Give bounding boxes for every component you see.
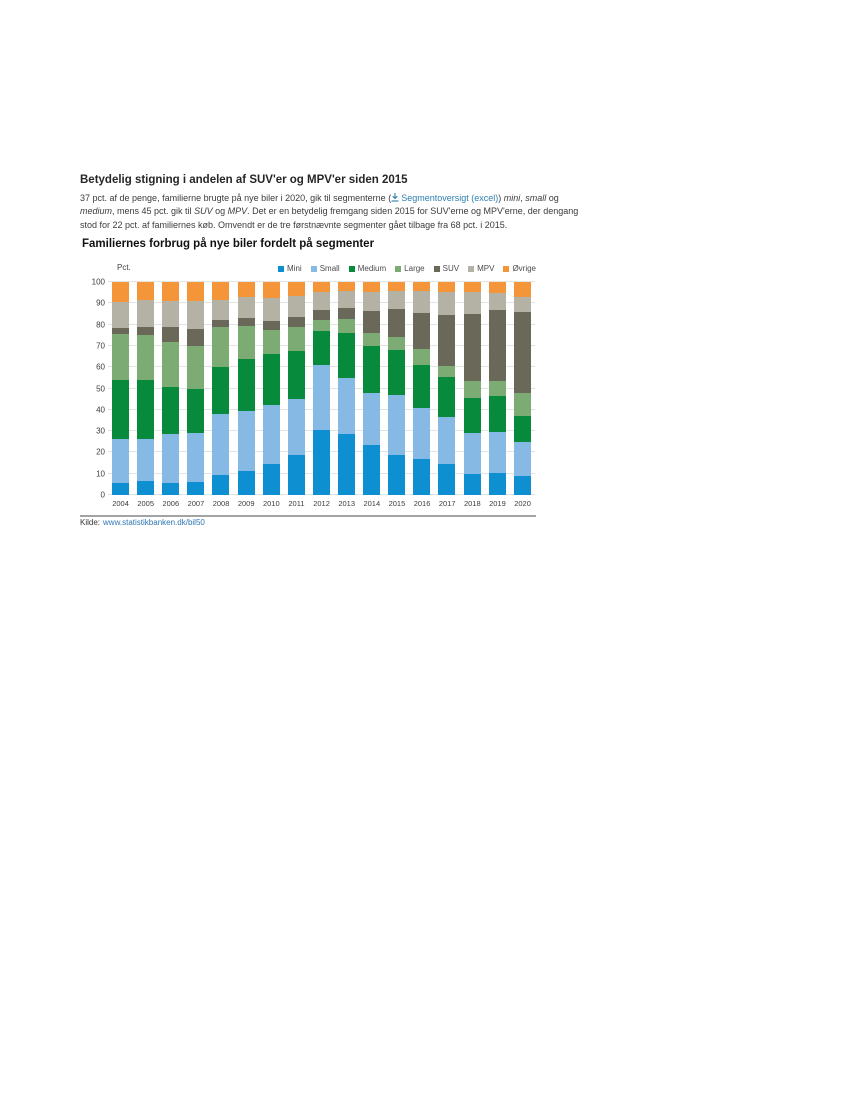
chart-title: Familiernes forbrug på nye biler fordelt på segmenter [82,238,375,250]
segment-large [137,335,154,380]
segment-small [413,408,430,459]
segment-mini [438,464,455,495]
legend-item-small [311,264,340,273]
x-tick-label-2013: 2013 [338,499,356,508]
segment-medium [187,389,204,434]
segment-large [388,337,405,350]
legend-swatch-small [311,266,317,272]
bar-2011 [288,282,305,495]
paragraph-text: og [212,206,228,217]
source-line [80,518,205,527]
y-tick-label-70: 70 [96,341,105,351]
segment-mini [313,430,330,495]
segment-mini [514,476,531,495]
segment-suv [238,318,255,325]
segment-mini [238,471,255,495]
italic-term: small [525,193,547,203]
segment-mpv [514,297,531,312]
bar-2004 [112,282,129,495]
segment-suv [464,314,481,381]
bar-2018 [464,282,481,495]
segment-suv [438,315,455,366]
legend-swatch-mini [278,266,284,272]
segment-mpv [137,300,154,327]
bar-2009 [238,282,255,495]
source-link[interactable]: www.statistikbanken.dk/bil50 [103,518,205,527]
segment-medium [238,359,255,411]
segment-mpv [238,297,255,318]
x-tick-label-2015: 2015 [388,499,406,508]
segment-mini [187,482,204,495]
segment-vrige [413,282,430,291]
segment-large [413,349,430,365]
y-tick-label-0: 0 [100,490,105,500]
segment-medium [288,351,305,399]
segment-large [187,346,204,389]
segment-large [438,366,455,377]
x-tick-label-2005: 2005 [137,499,155,508]
segment-medium [489,396,506,432]
segment-large [162,342,179,388]
x-tick-label-2016: 2016 [413,499,431,508]
bar-2017 [438,282,455,495]
legend-item-mini [278,264,302,273]
segment-large [489,381,506,396]
y-tick-label-30: 30 [96,426,105,436]
x-tick-label-2007: 2007 [187,499,205,508]
segment-medium [338,333,355,378]
bar-2008 [212,282,229,495]
segment-mpv [338,291,355,308]
segment-mpv [212,300,229,320]
segment-small [212,414,229,475]
segment-mini [263,464,280,495]
y-tick-label-60: 60 [96,362,105,372]
segment-mini [288,455,305,495]
segment-mini [363,445,380,495]
segment-vrige [112,282,129,302]
bar-2012 [313,282,330,495]
segment-small [288,399,305,454]
segment-mini [413,459,430,495]
segment-vrige [313,282,330,292]
segment-large [238,326,255,359]
source-label: Kilde: [80,518,101,527]
segment-mpv [438,292,455,315]
x-tick-label-2019: 2019 [489,499,506,508]
segment-small [263,405,280,465]
legend-item-mpv [468,264,494,273]
y-axis-labels [80,277,105,500]
segment-suv [313,310,330,321]
bar-2010 [263,282,280,495]
y-axis-unit-label: Pct. [117,263,131,272]
bar-2005 [137,282,154,495]
bar-2006 [162,282,179,495]
segment-large [112,334,129,380]
segment-large [212,327,229,367]
x-tick-label-2009: 2009 [237,499,255,508]
italic-term: MPV [227,206,248,217]
legend-label: SUV [442,264,460,273]
segment-mpv [464,292,481,314]
segment-small [438,417,455,464]
segment-small [112,439,129,484]
x-tick-label-2014: 2014 [363,499,381,508]
x-tick-label-2008: 2008 [212,499,230,508]
segment-vrige [363,282,380,292]
segment-mpv [288,296,305,317]
page-title: Betydelig stigning i andelen af SUV'er og MPV'er siden 2015 [80,174,408,186]
segment-medium [438,377,455,417]
legend-item-vrige [503,264,536,273]
segment-large [288,327,305,351]
bar-2007 [187,282,204,495]
bar-2020 [514,282,531,495]
paragraph-text: . Det er en betydelig fremgang siden 2015 for SUV'erne og MPV'erne, der dengang stod for 22 pct. af familiernes køb. Omvendt er de tre førstnævnte segmenter gået tilbage fra 68 pct. i 2015. [80,206,579,230]
segment-vrige [388,282,405,291]
segment-mpv [313,292,330,310]
segment-medium [112,380,129,439]
legend-label: Medium [357,264,387,273]
segment-medium [263,354,280,404]
legend-swatch-medium [349,266,355,272]
segment-small [137,439,154,482]
segment-small [363,393,380,445]
segment-vrige [162,282,179,301]
segment-mpv [112,302,129,328]
segment-mini [162,483,179,495]
segment-suv [514,312,531,393]
bar-2019 [489,282,506,495]
segment-mpv [263,298,280,321]
segment-vrige [212,282,229,300]
segment-vrige [137,282,154,300]
segment-mini [112,483,129,495]
paragraph-text: 37 pct. af de penge, familierne brugte på nye biler i 2020, gik til segmenterne ( [80,193,392,203]
segment-mini [338,434,355,495]
segment-large [514,393,531,416]
x-tick-label-2004: 2004 [112,499,129,508]
segment-mpv [388,291,405,309]
legend-item-large [395,264,424,273]
segment-vrige [263,282,280,298]
download-icon [391,193,399,202]
x-axis-labels [108,499,535,508]
segment-small [514,442,531,476]
segment-mpv [363,292,380,311]
legend-swatch-large [395,266,401,272]
legend-item-suv [434,264,459,273]
legend-label: MPV [477,264,495,273]
chart-bottom-rule [80,515,536,517]
y-tick-label-20: 20 [96,447,105,457]
segment-medium [137,380,154,439]
segment-mpv [162,301,179,327]
segment-suv [263,321,280,330]
bar-2016 [413,282,430,495]
segment-medium [313,331,330,365]
segment-vrige [438,282,455,292]
y-tick-label-80: 80 [96,320,105,330]
segment-large [338,319,355,333]
segment-mpv [413,291,430,313]
segment-suv [162,327,179,342]
y-tick-label-40: 40 [96,405,105,415]
segment-mini [212,475,229,495]
segment-small [162,434,179,483]
segment-mini [489,473,506,495]
plot-area [108,282,535,495]
bar-2014 [363,282,380,495]
x-tick-label-2018: 2018 [463,499,481,508]
segment-small [238,411,255,471]
segment-large [313,320,330,331]
segment-small [338,378,355,434]
y-tick-label-10: 10 [96,469,105,479]
segment-medium [388,350,405,395]
segment-mini [137,481,154,495]
bar-2015 [388,282,405,495]
legend-label: Large [404,264,425,273]
bar-2013 [338,282,355,495]
segmentoversigt-excel-link[interactable]: Segmentoversigt (excel) [391,193,498,203]
segment-mpv [187,301,204,329]
x-tick-label-2020: 2020 [514,499,531,508]
segment-chart [80,238,536,532]
segment-suv [489,310,506,381]
segment-vrige [464,282,481,292]
segment-small [187,433,204,482]
x-tick-label-2010: 2010 [262,499,280,508]
segment-suv [413,313,430,349]
segment-suv [187,329,204,346]
segment-mini [464,474,481,495]
segment-medium [162,387,179,434]
segment-suv [288,317,305,327]
italic-term: SUV [194,206,213,217]
segment-vrige [238,282,255,297]
segment-small [313,365,330,430]
paragraph-text: , mens 45 pct. gik til [112,206,195,217]
paragraph-text: og [546,193,559,203]
chart-legend [278,264,536,273]
segment-mpv [489,293,506,310]
y-tick-label-100: 100 [91,277,105,287]
segment-suv [137,327,154,336]
segment-vrige [514,282,531,297]
paragraph-text: , [520,193,526,203]
intro-paragraph [80,192,588,232]
bars-container [108,282,535,495]
y-tick-label-50: 50 [96,384,105,393]
segment-vrige [489,282,506,293]
segment-vrige [288,282,305,296]
x-tick-label-2017: 2017 [438,499,456,508]
legend-label: Mini [287,264,302,273]
segment-large [263,330,280,354]
italic-term: mini [503,193,521,203]
segment-medium [413,365,430,408]
segment-small [489,432,506,472]
segment-small [464,433,481,473]
legend-label: Small [319,264,340,273]
segment-medium [464,398,481,433]
legend-swatch-suv [434,266,440,272]
segment-suv [363,311,380,333]
segment-mini [388,455,405,495]
x-tick-label-2011: 2011 [288,499,305,508]
segment-vrige [187,282,204,301]
italic-term: medium [80,206,113,217]
legend-label: Øvrige [512,264,536,273]
x-tick-label-2012: 2012 [313,499,330,508]
legend-item-medium [349,264,386,273]
segment-medium [363,346,380,393]
segment-small [388,395,405,455]
segment-suv [388,309,405,338]
segment-vrige [338,282,355,291]
segment-medium [514,416,531,442]
segment-large [464,381,481,398]
x-tick-label-2006: 2006 [162,499,180,508]
paragraph-text: ) [498,193,504,203]
legend-swatch-vrige [503,266,509,272]
y-tick-label-90: 90 [96,298,105,308]
segment-suv [338,308,355,320]
legend-swatch-mpv [468,266,474,272]
segment-medium [212,367,229,414]
segment-large [363,333,380,346]
